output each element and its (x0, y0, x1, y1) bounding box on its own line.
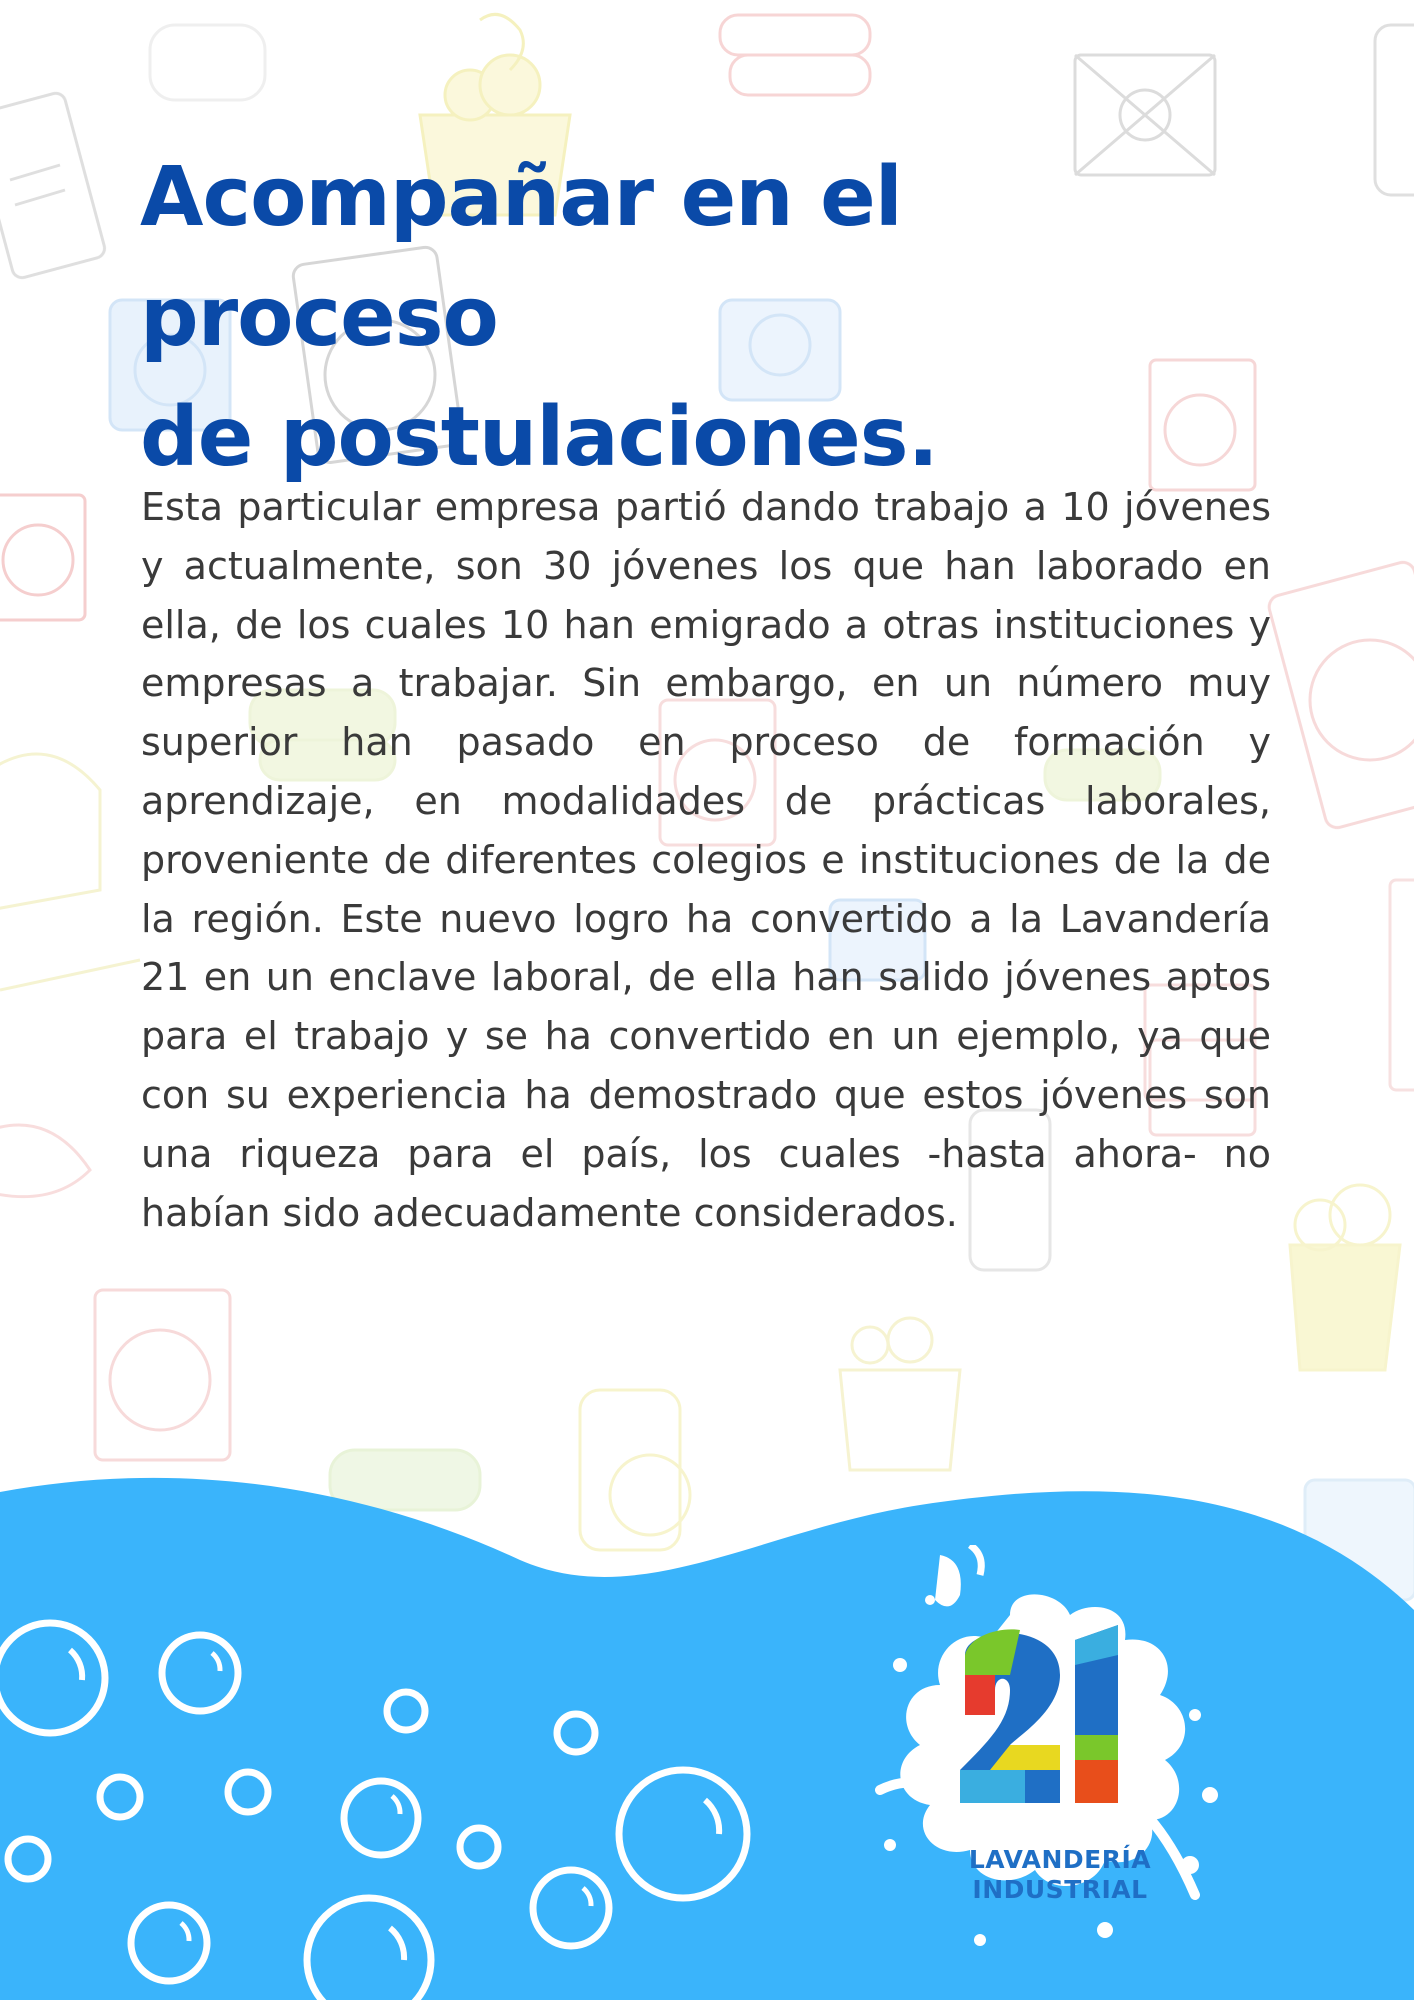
towels-icon (720, 15, 870, 95)
title-line-1: Acompañar en el proceso (140, 150, 902, 365)
cloth-icon (150, 25, 265, 100)
body-paragraph: Esta particular empresa partió dando trabajo a 10 jóvenes y actualmente, son 30 jóvenes los que han laborado en ella, de los cuales 10 han emigrado a otras instituciones y empresas a trabajar. Sin embargo, en un número muy superior han pasado en proceso de formación y aprendizaje, en modalidades de prácticas laborales, proveniente de diferentes colegios e instituciones de la de la región. Este nuevo logro ha convertido a la Lavandería 21 en un enclave laboral, de ella han salido jóvenes aptos para el trabajo y se ha convertido en un ejemplo, ya que con su experiencia ha demostrado que estos jóvenes son una riqueza para el país, los cuales -hasta ahora- no habían sido adecuadamente considerados. (141, 485, 1271, 1235)
washing-machine-icon (95, 1290, 230, 1460)
washing-machine-icon (1266, 560, 1414, 831)
logo-name-line2: INDUSTRIAL (972, 1875, 1148, 1904)
iron-icon (0, 754, 140, 990)
page-title (140, 138, 1280, 498)
brand-logo (860, 1545, 1260, 1965)
bottle-icon (1375, 25, 1414, 195)
logo-name-line1: LAVANDERÍA (968, 1845, 1152, 1874)
detergent-box-icon (0, 91, 107, 280)
washing-machine-icon (0, 495, 85, 620)
title-line-2: de postulaciones. (140, 390, 938, 485)
bucket-icon (1290, 1185, 1400, 1370)
cloth-icon (0, 1125, 90, 1197)
number-1-shape (1075, 1625, 1118, 1803)
washing-machine-icon (1390, 880, 1414, 1090)
